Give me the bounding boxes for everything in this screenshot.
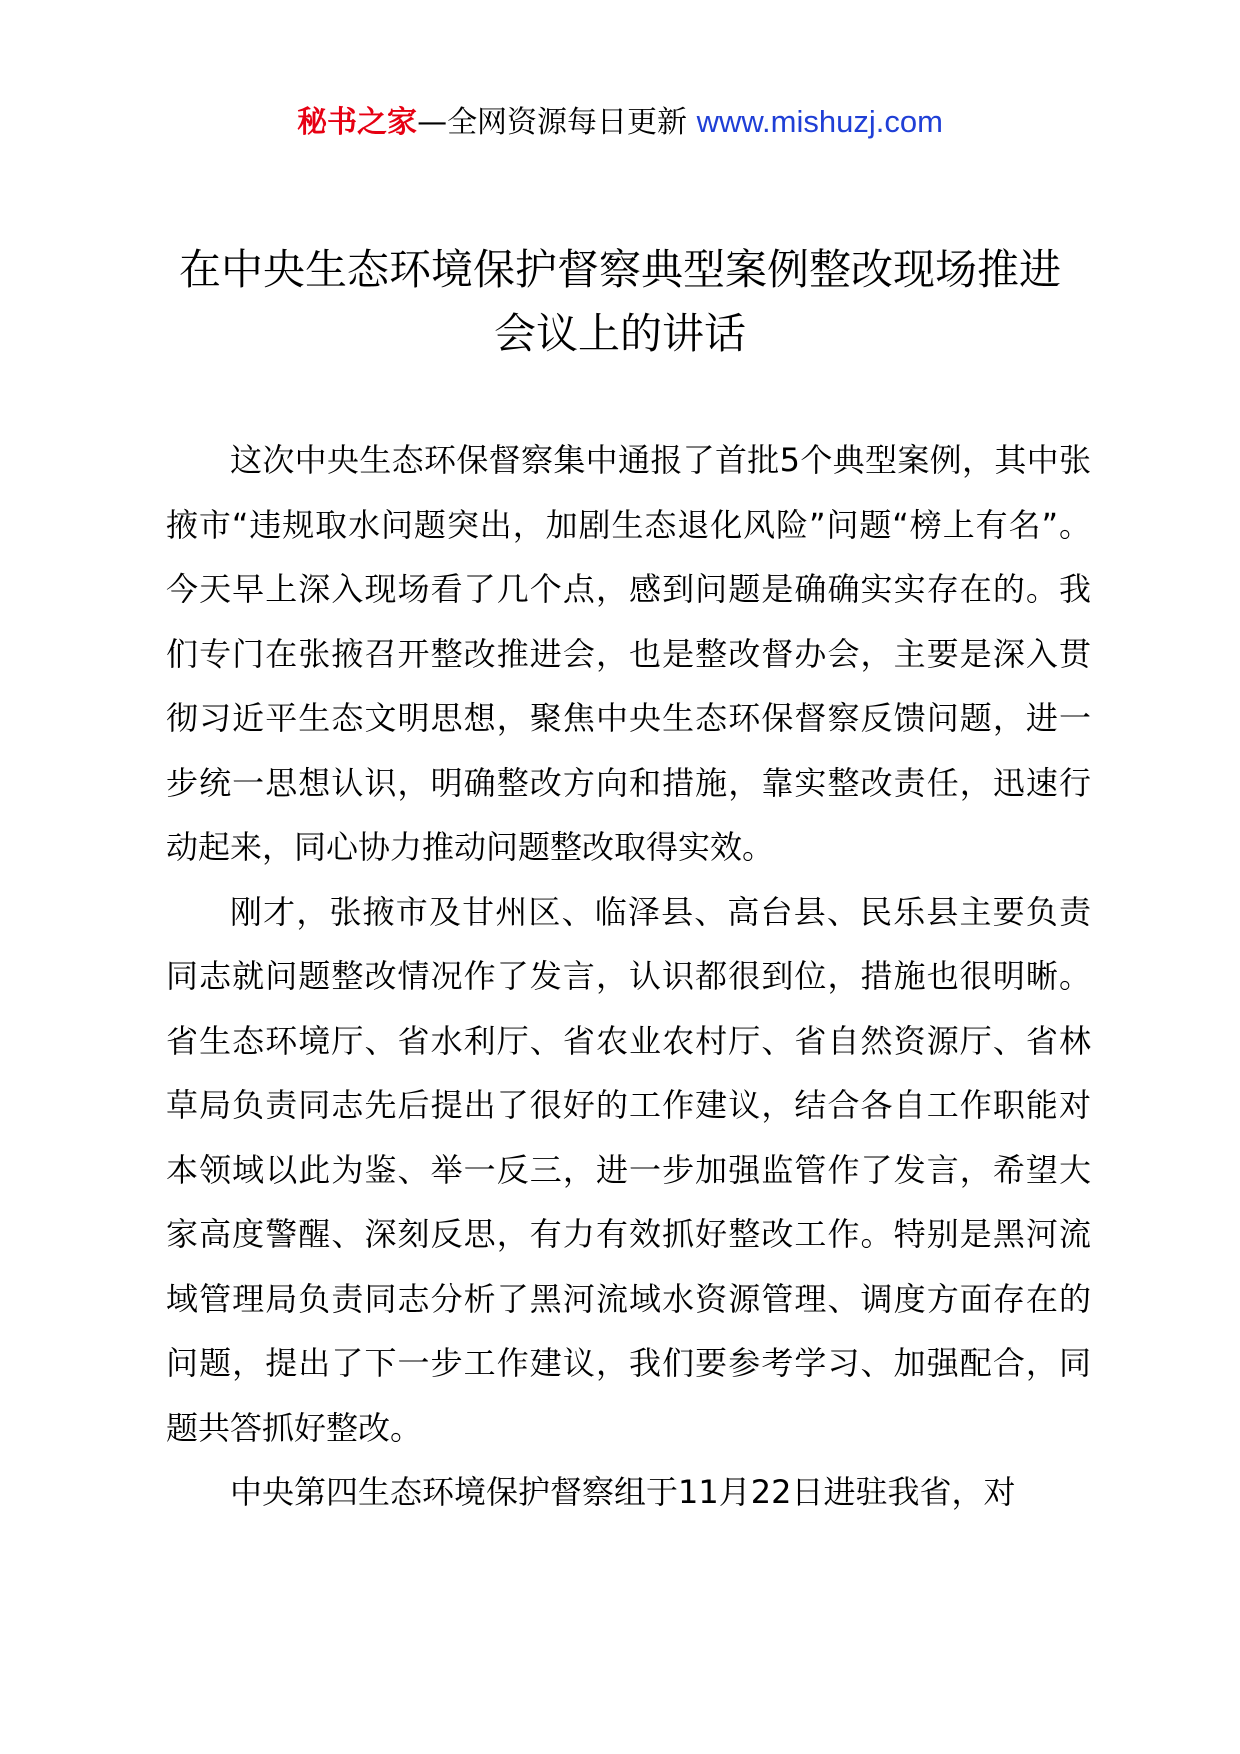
- paragraph: 中央第四生态环境保护督察组于11月22日进驻我省，对: [230, 1473, 1016, 1511]
- site-tagline: —全网资源每日更新: [417, 105, 688, 140]
- paragraph: 刚才，张掖市及甘州区、临泽县、高台县、民乐县主要负责同志就问题整改情况作了发言，认识都很到位，措施也很明晰。省生态环境厅、省水利厅、省农业农村厅、省自然资源厅、省林草局负责同志先后提出了很好的工作建议，结合各自工作职能对本领域以此为鉴、举一反三，进一步加强监管作了发言，希望大家高度警醒、深刻反思，有力有效抓好整改工作。特别是黑河流域管理局负责同志分析了黑河流域水资源管理、调度方面存在的问题，提出了下一步工作建议，我们要参考学习、加强配合，同题共答抓好整改。: [166, 892, 1091, 1447]
- document-body: [166, 428, 1091, 1525]
- paragraph: 这次中央生态环保督察集中通报了首批5个典型案例，其中张掖市“违规取水问题突出，加剧生态退化风险”问题“榜上有名”。今天早上深入现场看了几个点，感到问题是确确实实存在的。我们专门在张掖召开整改推进会，也是整改督办会，主要是深入贯彻习近平生态文明思想，聚焦中央生态环保督察反馈问题，进一步统一思想认识，明确整改方向和措施，靠实整改责任，迅速行动起来，同心协力推动问题整改取得实效。: [166, 441, 1091, 866]
- site-header: [0, 100, 1240, 145]
- document-title: 在中央生态环境保护督察典型案例整改现场推进会议上的讲话: [178, 245, 1061, 358]
- site-brand: 秘书之家: [297, 105, 418, 140]
- site-url-link[interactable]: www.mishuzj.com: [696, 104, 943, 139]
